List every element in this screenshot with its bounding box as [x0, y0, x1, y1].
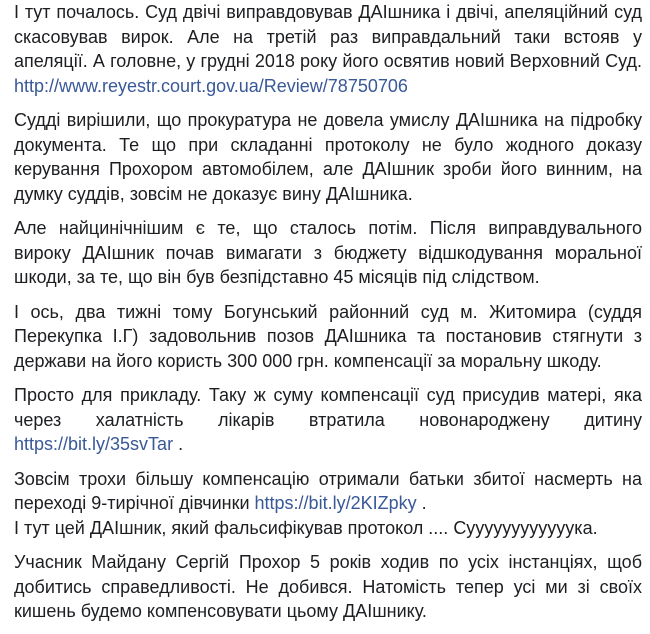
paragraph-5: [14, 383, 642, 457]
paragraph-8: [14, 550, 642, 624]
paragraph-6: [14, 467, 642, 516]
paragraph-3-text: Але найцинічнішим є те, що сталось потім. Після виправдувального вироку ДАІшник почав вимагати з бюджету відшкодування моральної шкоди, за те, що він був безпідставно 45 місяців під слідством.: [14, 218, 642, 287]
paragraph-5-tail: .: [178, 434, 184, 454]
paragraph-1: [14, 0, 642, 98]
paragraph-7: [14, 516, 642, 541]
paragraph-4: [14, 300, 642, 374]
paragraph-6-tail: .: [421, 493, 427, 513]
paragraph-2-text: Судді вирішили, що прокуратура не довела умислу ДАІшника на підробку документа. Те що при складанні протоколу не було жодного доказу керування Прохором автомобілем, але ДАІшник зроби його винним, на думку суддів, зовсім не доказує вину ДАІшника.: [14, 110, 642, 204]
paragraph-7-text: І тут цей ДАІшник, який фальсифікував протокол .... Суууууууууууука.: [14, 517, 598, 538]
paragraph-6-text: Зовсім трохи більшу компенсацію отримали батьки збитої насмерть на переході 9-тирічної дівчинки: [14, 468, 642, 513]
court-registry-link[interactable]: http://www.reyestr.court.gov.ua/Review/78750706: [14, 75, 408, 96]
bitly-link-1[interactable]: https://bit.ly/35svTar: [14, 434, 174, 454]
post-body: [14, 0, 642, 634]
paragraph-3: [14, 216, 642, 290]
bitly-link-2[interactable]: https://bit.ly/2KIZpky: [254, 493, 417, 513]
paragraph-5-text: Просто для прикладу. Таку ж суму компенсації суд присудив матері, яка через халатність лікарів втратила новонароджену дитину: [14, 385, 642, 430]
paragraph-1-text: І тут почалось. Суд двічі виправдовував ДАІшника і двічі, апеляційний суд скасовував вирок. Але на третій раз виправдальний таки встояв у апеляції. А головне, у грудні 2018 року його освятив новий Верховний Суд.: [14, 2, 642, 71]
paragraph-4-text: І ось, два тижні тому Богунський районний суд м. Житомира (суддя Перекупка І.Г) задовольнив позов ДАІшника та постановив стягнути з держави на його користь 300 000 грн. компенсації за моральну шкоду.: [14, 301, 642, 371]
paragraph-8-text: Учасник Майдану Сергій Прохор 5 років ходив по усіх інстанціях, щоб добитись справедливості. Не добився. Натомість тепер усі ми зі своїх кишень будемо компенсовувати цьому ДАІшнику.: [14, 552, 642, 621]
paragraph-2: [14, 108, 642, 206]
